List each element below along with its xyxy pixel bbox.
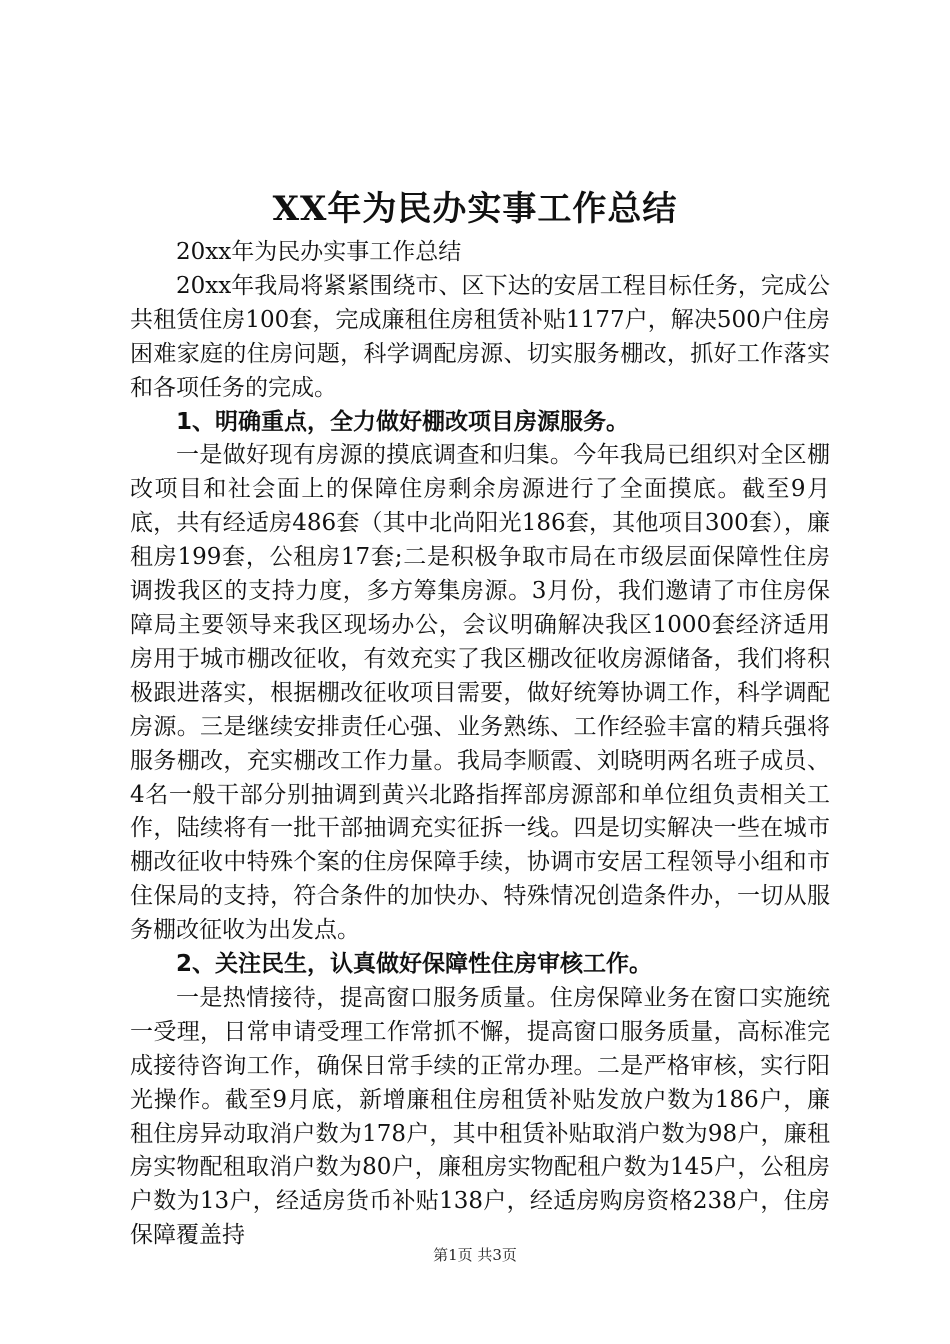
section-heading-2: 2、关注民生，认真做好保障性住房审核工作。 [176, 951, 653, 978]
intro-paragraph: 20xx年我局将紧紧围绕市、区下达的安居工程目标任务，完成公共租赁住房100套，完成廉租住房租赁补贴1177户，解决500户住房困难家庭的住房问题，科学调配房源、切实服务棚改，抓好工作落实和各项任务的完成。 [130, 272, 830, 401]
document-body [130, 236, 830, 1253]
section-heading-1: 1、明确重点，全力做好棚改项目房源服务。 [176, 408, 630, 435]
page-footer: 第1页 共3页 [433, 1246, 517, 1264]
section-1-paragraph: 一是做好现有房源的摸底调查和归集。今年我局已组织对全区棚改项目和社会面上的保障住房剩余房源进行了全面摸底。截至9月底，共有经适房486套（其中北尚阳光186套，其他项目300套），廉租房199套，公租房17套;二是积极争取市局在市级层面保障性住房调拨我区的支持力度，多方筹集房源。3月份，我们邀请了市住房保障局主要领导来我区现场办公，会议明确解决我区1000套经济适用房用于城市棚改征收，有效充实了我区棚改征收房源储备，我们将积极跟进落实，根据棚改征收项目需要，做好统筹协调工作，科学调配房源。三是继续安排责任心强、业务熟练、工作经验丰富的精兵强将服务棚改，充实棚改工作力量。我局李顺霞、刘晓明两名班子成员、4名一般干部分别抽调到黄兴北路指挥部房源部和单位组负责相关工作，陆续将有一批干部抽调充实征拆一线。四是切实解决一些在城市棚改征收中特殊个案的住房保障手续，协调市安居工程领导小组和市住保局的支持，符合条件的加快办、特殊情况创造条件办，一切从服务棚改征收为出发点。 [130, 442, 830, 944]
subtitle-paragraph: 20xx年为民办实事工作总结 [176, 239, 462, 265]
document-title: XX年为民办实事工作总结 [272, 189, 678, 229]
section-2-paragraph: 一是热情接待，提高窗口服务质量。住房保障业务在窗口实施统一受理，日常申请受理工作常抓不懈，提高窗口服务质量，高标准完成接待咨询工作，确保日常手续的正常办理。二是严格审核，实行阳光操作。截至9月底，新增廉租住房租赁补贴发放户数为186户，廉租住房异动取消户数为178户，其中租赁补贴取消户数为98户，廉租房实物配租取消户数为80户，廉租房实物配租户数为145户，公租房户数为13户，经适房货币补贴138户，经适房购房资格238户，住房保障覆盖持 [130, 984, 830, 1249]
